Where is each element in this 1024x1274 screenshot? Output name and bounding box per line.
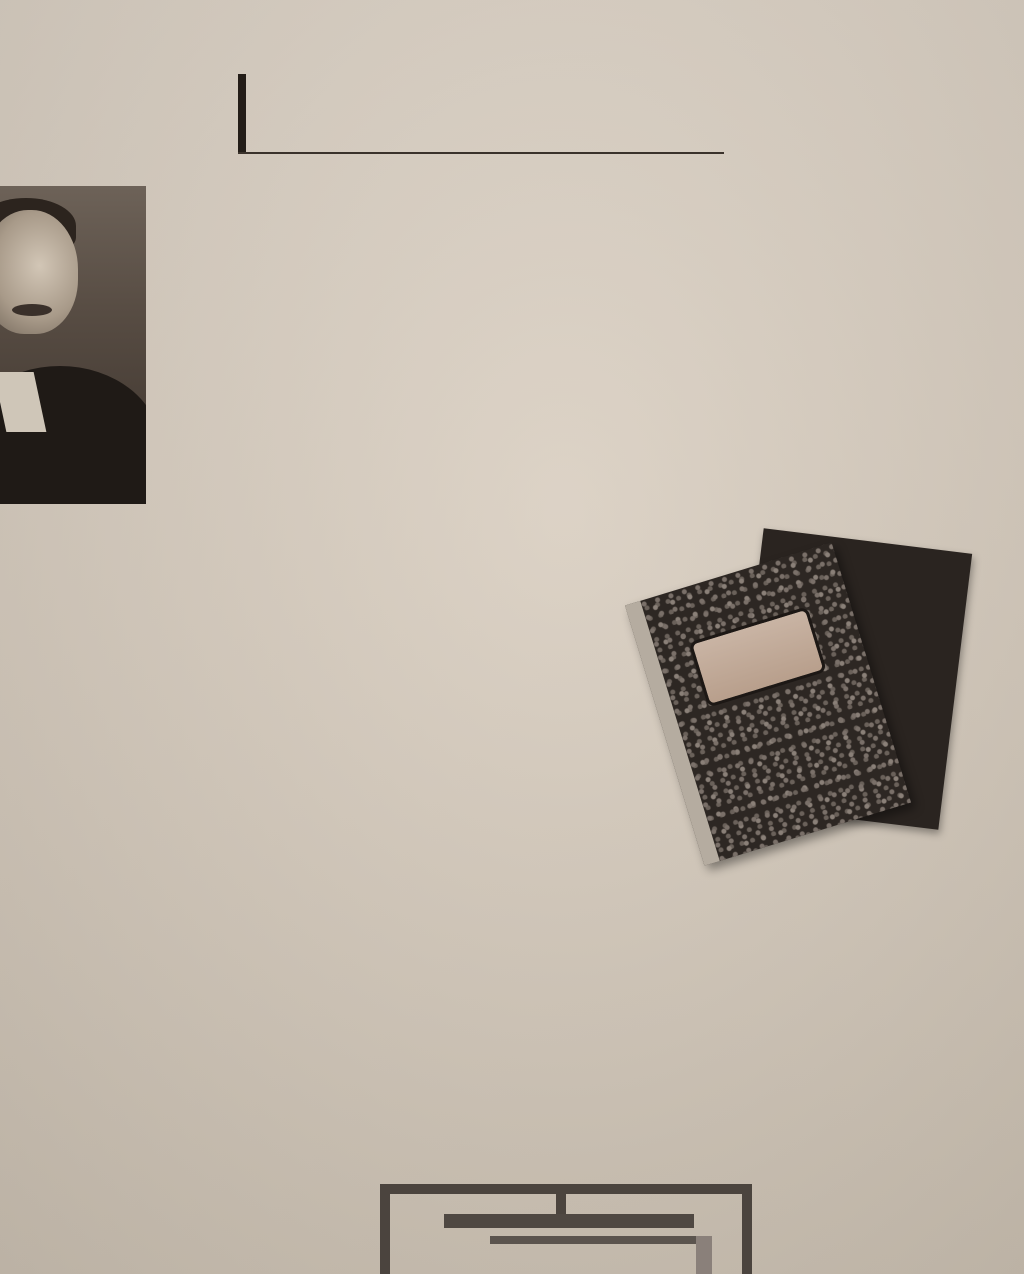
unit-label — [162, 62, 202, 298]
notebook-photo — [648, 540, 968, 860]
floor-plan-diagram — [380, 1184, 752, 1274]
notebook-label-plate — [689, 606, 827, 707]
heading-underline — [238, 152, 724, 154]
heading-accent-bar — [238, 74, 246, 154]
portrait-photo — [0, 186, 146, 504]
